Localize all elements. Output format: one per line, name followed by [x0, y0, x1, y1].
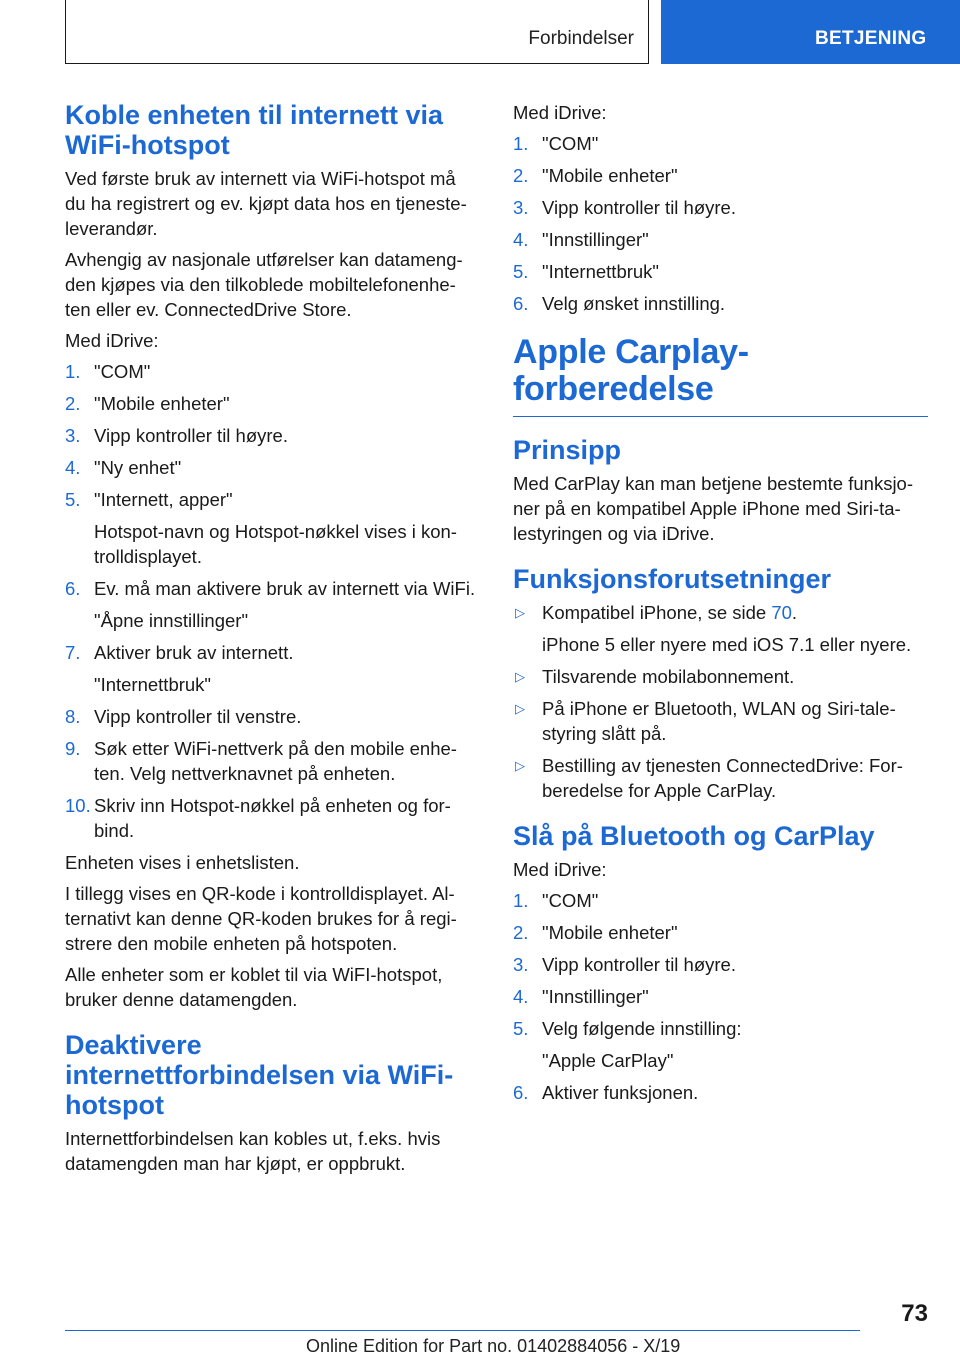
heading-connect-wifi: Koble enheten til internett via WiFi-hotspot: [65, 100, 444, 160]
step-number: 5.: [513, 261, 529, 282]
paragraph: Ved første bruk av internett via WiFi-hotspot må du ha registrert og ev. kjøpt data hos en tjeneste-leverandør.: [65, 168, 467, 239]
footer-edition: Online Edition for Part no. 01402884056 - X/19: [306, 1336, 681, 1356]
list-item: [65, 704, 478, 729]
requirements-list: [513, 600, 928, 803]
step-number: 2.: [65, 393, 81, 414]
heading-bluetooth-carplay: Slå på Bluetooth og CarPlay: [513, 821, 875, 851]
paragraph: Med iDrive:: [65, 330, 159, 351]
list-item: [65, 455, 478, 480]
list-item: [513, 291, 928, 316]
paragraph: Avhengig av nasjonale utførelser kan datameng-den kjøpes via den tilkoblede mobiltelefonenhe-ten eller ev. ConnectedDrive Store.: [65, 249, 463, 320]
paragraph: Alle enheter som er koblet til via WiFI-hotspot, bruker denne datamengden.: [65, 964, 443, 1010]
list-item: [65, 423, 478, 448]
paragraph: Med iDrive:: [513, 102, 607, 123]
right-column: [513, 100, 928, 1112]
step-number: 3.: [65, 425, 81, 446]
step-text: "Internettbruk": [542, 261, 659, 282]
list-item: [513, 664, 928, 689]
step-text: Vipp kontroller til høyre.: [542, 197, 736, 218]
list-item: [513, 600, 928, 657]
bullet-text: Tilsvarende mobilabonnement.: [542, 666, 795, 687]
header-section-box: [65, 0, 649, 64]
list-item: [513, 888, 928, 913]
triangle-bullet-icon: ▷: [515, 605, 525, 620]
heading-requirements: Funksjonsforutsetninger: [513, 564, 832, 594]
section-label: Forbindelser: [528, 28, 634, 49]
chapter-label: BETJENING: [815, 28, 927, 49]
steps-list-connect: [65, 359, 478, 843]
step-number: 7.: [65, 642, 81, 663]
paragraph: Med iDrive:: [513, 859, 607, 880]
header-chapter-tab[interactable]: [661, 0, 960, 64]
step-text: Søk etter WiFi-nettverk på den mobile enhe-ten. Velg nettverknavnet på enheten.: [94, 738, 457, 784]
triangle-bullet-icon: ▷: [515, 669, 525, 684]
triangle-bullet-icon: ▷: [515, 701, 525, 716]
step-text: Aktiver funksjonen.: [542, 1082, 699, 1103]
list-item: [65, 391, 478, 416]
step-number: 6.: [513, 293, 529, 314]
triangle-bullet-icon: ▷: [515, 758, 525, 773]
page-link[interactable]: 70: [771, 602, 792, 623]
step-number: 4.: [513, 229, 529, 250]
step-text: Vipp kontroller til høyre.: [94, 425, 288, 446]
step-number: 6.: [65, 578, 81, 599]
bullet-text: .: [791, 602, 798, 623]
step-number: 1.: [513, 133, 529, 154]
footer-divider: [65, 1330, 860, 1331]
list-item: [65, 736, 478, 786]
list-item: [513, 131, 928, 156]
step-text: "COM": [542, 133, 599, 154]
step-subtext: "Internettbruk": [94, 674, 211, 695]
bullet-text: På iPhone er Bluetooth, WLAN og Siri-tale-styring slått på.: [542, 698, 896, 744]
step-text: "COM": [94, 361, 151, 382]
step-number: 1.: [513, 890, 529, 911]
page-number: 73: [901, 1300, 928, 1327]
heading-prinsipp: Prinsipp: [513, 435, 622, 465]
step-text: Vipp kontroller til høyre.: [542, 954, 736, 975]
step-text: "Innstillinger": [542, 986, 649, 1007]
step-text: Velg følgende innstilling:: [542, 1018, 742, 1039]
step-subtext: "Apple CarPlay": [542, 1050, 674, 1071]
list-item: [513, 984, 928, 1009]
list-item: [513, 952, 928, 977]
step-number: 3.: [513, 197, 529, 218]
step-number: 5.: [513, 1018, 529, 1039]
list-item: [513, 1016, 928, 1073]
step-subtext: "Åpne innstillinger": [94, 610, 249, 631]
list-item: [513, 753, 928, 803]
list-item: [65, 576, 478, 633]
bullet-text: Kompatibel iPhone, se side: [542, 602, 772, 623]
step-number: 2.: [513, 922, 529, 943]
list-item: [513, 163, 928, 188]
step-number: 9.: [65, 738, 81, 759]
step-text: Ev. må man aktivere bruk av internett via WiFi.: [94, 578, 476, 599]
list-item: [513, 259, 928, 284]
step-number: 10.: [65, 795, 91, 816]
step-text: Velg ønsket innstilling.: [542, 293, 726, 314]
steps-list-internet-use: [513, 131, 928, 316]
list-item: [513, 195, 928, 220]
steps-list-carplay: [513, 888, 928, 1105]
step-text: "Mobile enheter": [94, 393, 230, 414]
bullet-text: Bestilling av tjenesten ConnectedDrive: For-beredelse for Apple CarPlay.: [542, 755, 903, 801]
step-text: Vipp kontroller til venstre.: [94, 706, 302, 727]
step-number: 6.: [513, 1082, 529, 1103]
step-text: Aktiver bruk av internett.: [94, 642, 294, 663]
list-item: [65, 359, 478, 384]
list-item: [65, 640, 478, 697]
step-text: "Ny enhet": [94, 457, 182, 478]
list-item: [513, 227, 928, 252]
step-number: 1.: [65, 361, 81, 382]
heading-disable-wifi: Deaktivere internettforbindelsen via WiFi-hotspot: [65, 1030, 454, 1120]
step-text: "Internett, apper": [94, 489, 233, 510]
step-text: "COM": [542, 890, 599, 911]
paragraph: Internettforbindelsen kan kobles ut, f.eks. hvis datamengden man har kjøpt, er oppbrukt.: [65, 1128, 441, 1174]
step-number: 3.: [513, 954, 529, 975]
step-text: "Innstillinger": [542, 229, 649, 250]
list-item: [513, 920, 928, 945]
step-number: 4.: [513, 986, 529, 1007]
list-item: [513, 1080, 928, 1105]
list-item: [65, 793, 478, 843]
step-number: 5.: [65, 489, 81, 510]
bullet-subtext: iPhone 5 eller nyere med iOS 7.1 eller nyere.: [542, 634, 912, 655]
step-number: 8.: [65, 706, 81, 727]
step-text: "Mobile enheter": [542, 922, 678, 943]
paragraph: I tillegg vises en QR-kode i kontrolldisplayet. Al-ternativt kan denne QR-koden brukes for å regi-strere den mobile enheten på hotspoten.: [65, 883, 457, 954]
paragraph: Med CarPlay kan man betjene bestemte funksjo-ner på en kompatibel Apple iPhone med Siri-ta-lestyringen og via iDrive.: [513, 473, 914, 544]
step-text: "Mobile enheter": [542, 165, 678, 186]
left-column: [65, 100, 478, 1182]
step-number: 2.: [513, 165, 529, 186]
list-item: [65, 487, 478, 569]
heading-apple-carplay: Apple Carplay-forberedelse: [513, 334, 928, 417]
step-subtext: Hotspot-navn og Hotspot-nøkkel vises i kon-trolldisplayet.: [94, 521, 457, 567]
list-item: [513, 696, 928, 746]
step-text: Skriv inn Hotspot-nøkkel på enheten og for-bind.: [94, 795, 451, 841]
paragraph: Enheten vises i enhetslisten.: [65, 852, 300, 873]
step-number: 4.: [65, 457, 81, 478]
